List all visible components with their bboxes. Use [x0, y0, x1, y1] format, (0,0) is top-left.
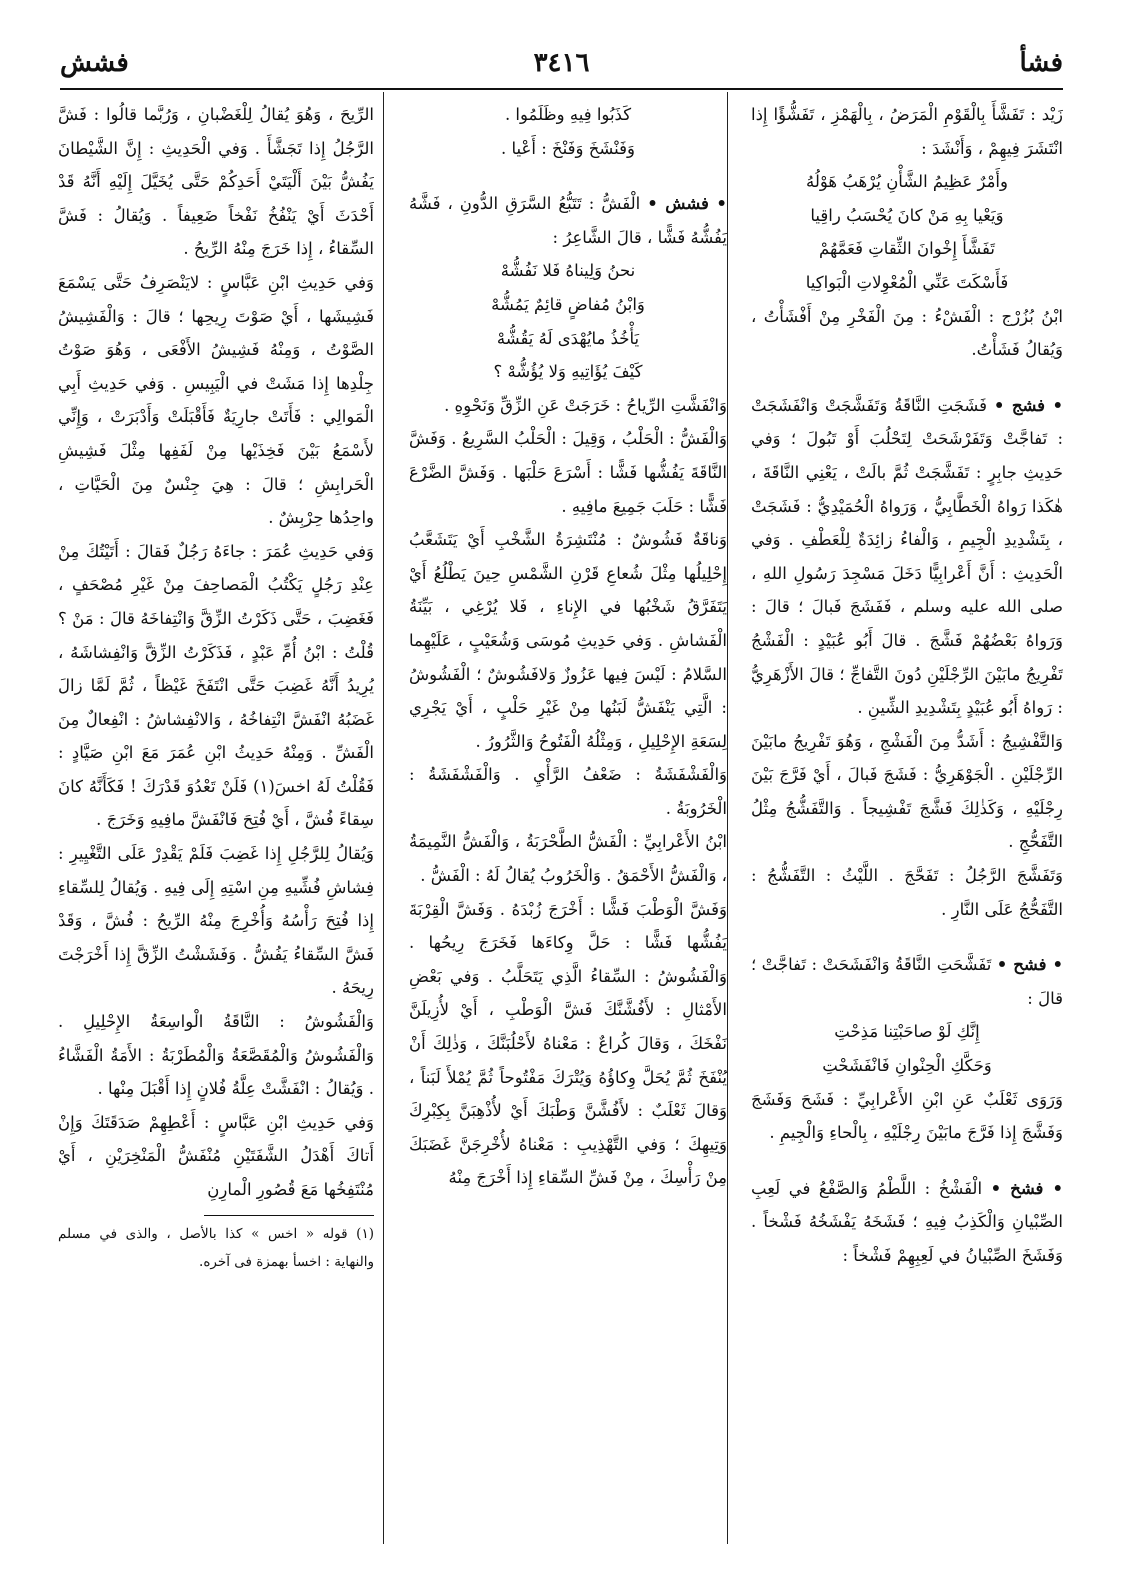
- paragraph: ابْنُ بُزُرْج : الْفَشْءُ : مِنَ الْفَخْرِ مِنْ أَفْشَأْتُ ، وَيُقالُ فَشَأْتُ.: [751, 306, 1063, 360]
- paragraph: وَيُقالُ لِلرَّجُلِ إِذا غَضِبَ فَلَمْ يَقْدِرْ عَلَى التَّغْيِيرِ : فِشاشِ فُشِّيهِ مِنِ اسْتِهِ إِلَى فِيهِ . وَيُقالُ لِلسِّقاءِ إِذا فُتِحَ رَأْسُهُ وَأُخْرِجَ مِنْهُ الرِّيحُ : فُشَّ ، وَقَدْ فَشَّ السِّقاءُ يَفُشُّ . وَفَشَشْتُ الزِّقَّ إِذا أَخْرَجْتَ رِيحَهُ .: [58, 844, 374, 998]
- header-first-word: فشأ: [1019, 48, 1063, 78]
- column-divider-right: [727, 92, 728, 1544]
- paragraph: وَانْفَشَّتِ الرِّياحُ : خَرَجَتْ عَنِ الزِّقِّ وَنَحْوِهِ .: [444, 395, 727, 415]
- paragraph: وَتَفَشَّجَ الرَّجُلُ : تَفَحَّجَ . اللَّيْثُ : التَّفَشُّجُ : التَّفَحُّجُ عَلَى النَّارِ .: [751, 866, 1063, 919]
- paragraph: وَناقَةٌ فَشُوشٌ : مُنْتَشِرَةُ الشَّخْبِ أَيْ يَتَشَعَّبُ إِحْلِيلُها مِثْلَ شُعاعِ قَرْنِ الشَّمْسِ حِينَ يَطْلُعُ أَيْ يَتَفَرَّقُ شَخْبُها في الإِناءِ ، فَلا يُرْغِي ، بَيِّنَةُ الْفَشاشِ . وَفي حَدِيثِ مُوسَى وَشُعَيْبٍ ، عَلَيْهِما السَّلامُ : لَيْسَ فِيها عَزُوزٌ وَلافَشُوشٌ ؛ الْفَشُوشُ : الَّتِي يَنْفَشُّ لَبَنُها مِنْ غَيْرِ حَلْبٍ ، أَيْ يَجْرِي لِسَعَةِ الإِحْلِيلِ ، وَمِثْلُهُ الْفَتُوحُ وَالثَّرُورُ .: [409, 530, 727, 751]
- dictionary-entry: [751, 1172, 1063, 1273]
- verse-line: كَيْفَ يُؤَاتِيهِ وَلا يُؤُشُّهْ ؟: [493, 362, 643, 382]
- paragraph: وَرَوَى ثَعْلَبٌ عَنِ ابْنِ الأَعْرابِيِّ : فَشَحَ وَفَشَجَ وَفَشَّجَ إِذا فَرَّجَ مابَيْنَ رِجْلَيْهِ ، بِالْحاءِ وَالْجِيمِ .: [751, 1089, 1063, 1143]
- verse-line: وأَمْرٌ عَظِيمُ الشَّأْنِ يُرْهَبُ هَوْلُهُ: [806, 172, 1008, 192]
- entry-text: الْفَشْخُ : اللَّطْمُ وَالصَّفْعُ في لَعِبِ الصِّبْيانِ وَالْكَذِبُ فِيهِ ؛ فَشَخَهُ يَفْشَخُهُ فَشْخاً . وَفَشَخَ الصِّبْيانُ في لَعِبِهِمْ فَشْخاً :: [751, 1178, 1063, 1265]
- column-right: [751, 98, 1063, 1548]
- verse-line: وَفَنْشَخَ وَفَنْخَ : أَعْيا .: [501, 138, 635, 158]
- dictionary-entry: [751, 389, 1063, 725]
- entry-headword: • فشخ •: [990, 1178, 1063, 1198]
- header-last-word: فشش: [60, 48, 129, 78]
- paragraph: وَالْفَشُوشُ : النَّاقَةُ الْواسِعَةُ الإِحْلِيلِ . وَالْفَشُوشُ وَالْمُقَصَّعَةُ وَالْمُطَرْبَةُ : الأَمَةُ الْفَشَّاءُ . وَيُقالُ : انْفَشَّتْ عِلَّةُ فُلانٍ إِذا أَقْبَلَ مِنْها .: [58, 1012, 374, 1099]
- paragraph: وَفي حَدِيثِ عُمَرَ : جاءَهُ رَجُلٌ فَقالَ : أَتَيْتُكَ مِنْ عِنْدِ رَجُلٍ يَكْتُبُ الْمَصاحِفَ مِنْ غَيْرِ مُصْحَفٍ ، فَغَضِبَ ، حَتَّى ذَكَرْتُ الزِّقَّ وَانْتِفاخَهُ قالَ : مَنْ ؟ قُلْتُ : ابْنُ أُمِّ عَبْدٍ ، فَذَكَرْتُ الزِّقَّ وَانْفِشاشَهُ ، يُرِيدُ أَنَّهُ غَضِبَ حَتَّى انْتَفَخَ غَيْظاً ، ثُمَّ لَمَّا زالَ غَضَبُهُ انْفَشَّ انْتِفاخُهُ ، وَالانْفِشاشُ : انْفِعالٌ مِنَ الْفَشِّ . وَمِنْهُ حَدِيثُ ابْنِ عُمَرَ مَعَ ابْنِ صَيَّادٍ : فَقُلْتُ لَهُ اخسَ(١) فَلَنْ تَعْدُوَ قَدْرَكَ ! فَكَأَنَّهُ كانَ سِقاءً فُشَّ ، أَيْ فُتِحَ فَانْفَشَّ مافِيهِ وَخَرَجَ .: [58, 541, 374, 830]
- paragraph: وَالتَّفْشِيجُ : أَشَدُّ مِنَ الْفَشْجِ ، وَهُوَ تَفْرِيجُ مابَيْنَ الرِّجْلَيْنِ . الْجَوْهَرِيُّ : فَشَجَ فَبالَ ، أَيْ فَرَّجَ بَيْنَ رِجْلَيْهِ ، وَكَذٰلِكَ فَشَّجَ تَفْشِيجاً . وَالتَّفَشُّجُ مِثْلُ التَّفَحُّجِ .: [751, 731, 1063, 852]
- page-number: ٣٤١٦: [533, 48, 590, 78]
- paragraph: وَفي حَدِيثِ ابْنِ عَبَّاسٍ : أَعْطِهِمْ صَدَقَتَكَ وَإِنْ أَتاكَ أَهْدَلُ الشَّفَتَيْنِ مُنْفَشُّ الْمَنْخِرَيْنِ ، أَيْ مُنْتَفِخُها مَعَ قُصُورِ الْمارِنِ: [58, 1112, 374, 1199]
- entry-headword: • فشج •: [993, 395, 1063, 415]
- verse-line: وَابْنُ مُفاضٍ قائِمٌ يَمُشُّهْ: [491, 294, 645, 314]
- paragraph: وَفي حَدِيثِ ابْنِ عَبَّاسٍ : لايَنْصَرِفُ حَتَّى يَسْمَعَ فَشِيشَها ، أَيْ صَوْتَ رِيحِها ؛ قالَ : وَالْفَشِيشُ الصَّوْتُ ، وَمِنْهُ فَشِيشُ الأَفْعَى ، وَهُوَ صَوْتُ جِلْدِها إِذا مَشَتْ في الْيَبِيسِ . وَفي حَدِيثِ أَبِي الْمَوالِي : فَأَتَتْ جارِيَةٌ فَأَقْبَلَتْ وَأَدْبَرَتْ ، وَإِنِّي لأَسْمَعُ بَيْنَ فَخِذَيْها مِنْ لَفَفِها مِثْلَ فَشِيشِ الْحَرابِشِ ؛ قالَ : هِيَ جِنْسٌ مِنَ الْحَيَّاتِ ، واحِدُها حِرْبِشٌ .: [58, 272, 374, 528]
- verse-line: وَحَكَّكِ الْحِنْوانِ فَانْفَشَحْتِ: [822, 1056, 992, 1076]
- column-left: [58, 98, 374, 1548]
- verse-line: فَأَسْكَتَ عَنِّي الْمُعْوِلاتِ الْبَواكِيا: [805, 272, 1009, 292]
- paragraph: ابْنُ الأَعْرابِيِّ : الْفَشُّ الطَّحْرَبَةُ ، وَالْفَشُّ النَّمِيمَةُ ، وَالْفَشُّ الأَحْمَقُ . وَالْخَرُوبُ يُقالُ لَهُ : الْفَشُّ .: [409, 832, 727, 886]
- column-divider-left: [383, 92, 384, 1544]
- paragraph: وَفَشَّ الْوَطْبَ فَشًّا : أَخْرَجَ زُبْدَهُ . وَفَشَّ الْقِرْبَةَ يَفُشُّها فَشًّا : حَلَّ وِكاءَها فَخَرَجَ رِيحُها . وَالْفَشُوشُ : السِّقاءُ الَّذِي يَتَحَلَّبُ . وَفي بَعْضِ الأَمْثالِ : لأَفُشَّنَّكَ فَشَّ الْوَطْبِ ، أَيْ لأُزِيلَنَّ نَفْخَكَ ، وَقالَ كُراعٌ : مَعْناهُ لأَحْلُبَنَّكَ ، وَذٰلِكَ أَنْ يُنْفَخَ ثُمَّ يُحَلَّ وِكاؤُهُ وَيُتْرَكَ مَفْتُوحاً ثُمَّ يُمْلأَ لَبَناً ، وَقالَ ثَعْلَبٌ : لأَفُشَّنَّ وَطْبَكَ أَيْ لأُذْهِبَنَّ بِكِبْرِكَ وَتِيهِكَ ؛ وَفي التَّهْذِيبِ : مَعْناهُ لأُخْرِجَنَّ غَضَبَكَ مِنْ رَأْسِكَ ، مِنْ فَشِّ السِّقاءِ إِذا أَخْرَجَ مِنْهُ: [409, 899, 727, 1188]
- entry-text: فَشَجَتِ النَّاقَةُ وَتَفَشَّجَتْ وَانْفَشَجَتْ : تَفاجَّتْ وَتَفَرْشَحَتْ لِتَحْلُبَ أَوْ تَبُولَ ؛ وَفي حَدِيثِ جابِرٍ : تَفَشَّجَتْ ثُمَّ بالَتْ ، يَعْنِي النَّاقَةَ ، هٰكَذا رَواهُ الْخَطَّابِيُّ ، وَرَواهُ الْحُمَيْدِيُّ : فَشَجَتْ ، بِتَشْدِيدِ الْجِيمِ ، وَالْفاءُ زائِدَةٌ لِلْعَطْفِ . وَفي الْحَدِيثِ : أَنَّ أَعْرابِيًّا دَخَلَ مَسْجِدَ رَسُولِ اللهِ ، صلى الله عليه وسلم ، فَفَشَجَ فَبالَ ؛ قالَ : وَرَواهُ بَعْضُهُمْ فَشَّجَ . قالَ أَبُو عُبَيْدٍ : الْفَشْجُ تَفْرِيجُ مابَيْنَ الرِّجْلَيْنِ دُونَ التَّفاجِّ ؛ قالَ الأَزْهَرِيُّ : رَواهُ أَبُو عُبَيْدٍ بِتَشْدِيدِ الشِّينِ .: [751, 395, 1063, 718]
- verse-line: تَفَشَّأَ إِخْوانَ الثِّقاتِ فَعَمَّهُمْ: [819, 239, 995, 259]
- entry-text: تَفَشَّحَتِ النَّاقَةُ وَانْفَشَحَتْ : تَفاجَّتْ ؛ قالَ :: [751, 955, 1063, 1008]
- paragraph: وَالْفَشْفَشَةُ : ضَعْفُ الرَّأْيِ . وَالْفَشْفَشَةُ : الْخَرُوبَةُ .: [409, 765, 727, 818]
- dictionary-entry: [751, 948, 1063, 1015]
- verse-line: إِنَّكِ لَوْ صاحَبْتِنا مَذِحْتِ: [834, 1022, 980, 1042]
- paragraph: وَالْفَشُّ : الْحَلْبُ ، وَقِيلَ : الْحَلْبُ السَّرِيعُ . وَفَشَّ النَّاقَةَ يَفُشُّها فَشًّا : أَسْرَعَ حَلْبَها . وَفَشَّ الضَّرْعَ فَشًّا : حَلَبَ جَمِيعَ مافِيهِ .: [409, 429, 727, 516]
- entry-headword: • فشش •: [647, 194, 727, 214]
- entry-text: الْفَشُّ : تَتَبُّعُ السَّرَقِ الدُّونِ ، فَشَّهُ يَفُشُّهُ فَشًّا ، قالَ الشَّاعِرُ :: [409, 194, 727, 247]
- footnote-rule: [204, 1215, 374, 1216]
- verse-line: كَذَبُوا فِيهِ وظَلَمُوا .: [504, 105, 632, 124]
- page-header: [60, 40, 1063, 84]
- verse-line: يَأْخُذُ مايُهْدَى لَهُ يَقُشُّهْ: [496, 328, 640, 348]
- header-rule: [60, 88, 1063, 90]
- footnote: (١) قوله « اخس » كذا بالأصل ، والذى في مسلم والنهاية : اخسأ بهمزة فى آخره.: [58, 1225, 374, 1270]
- entry-headword: • فشح •: [996, 955, 1063, 975]
- paragraph: الرِّيحَ ، وَهُوَ يُقالُ لِلْغَضْبانِ ، وَرُبَّما قالُوا : فَشَّ الرَّجُلُ إِذا تَجَشَّأَ . وَفي الْحَدِيثِ : إِنَّ الشَّيْطانَ يَفُشُّ بَيْنَ أَلْيَتَيْ أَحَدِكُمْ حَتَّى يُخَيَّلَ إِلَيْهِ أَنَّهُ قَدْ أَحْدَثَ أَيْ يَنْفُخُ نَفْخاً ضَعِيفاً . وَيُقالُ : فَشَّ السِّقاءُ ، إِذا خَرَجَ مِنْهُ الرِّيحُ .: [58, 105, 374, 259]
- paragraph: زَيْد : تَفَشَّأَ بِالْقَوْمِ الْمَرَضُ ، بِالْهَمْزِ ، تَفَشُّؤًا إِذا انْتَشَرَ فِيهِمْ ، وَأَنْشَدَ :: [751, 105, 1063, 158]
- verse-line: نحنُ وَلِيناهُ فَلا نَفُشُّهْ: [500, 261, 636, 281]
- verse-line: وَيَعْيا بِهِ مَنْ كانَ يُحْسَبُ راقِيا: [810, 205, 1004, 225]
- column-middle: [409, 98, 727, 1548]
- dictionary-entry: [409, 187, 727, 254]
